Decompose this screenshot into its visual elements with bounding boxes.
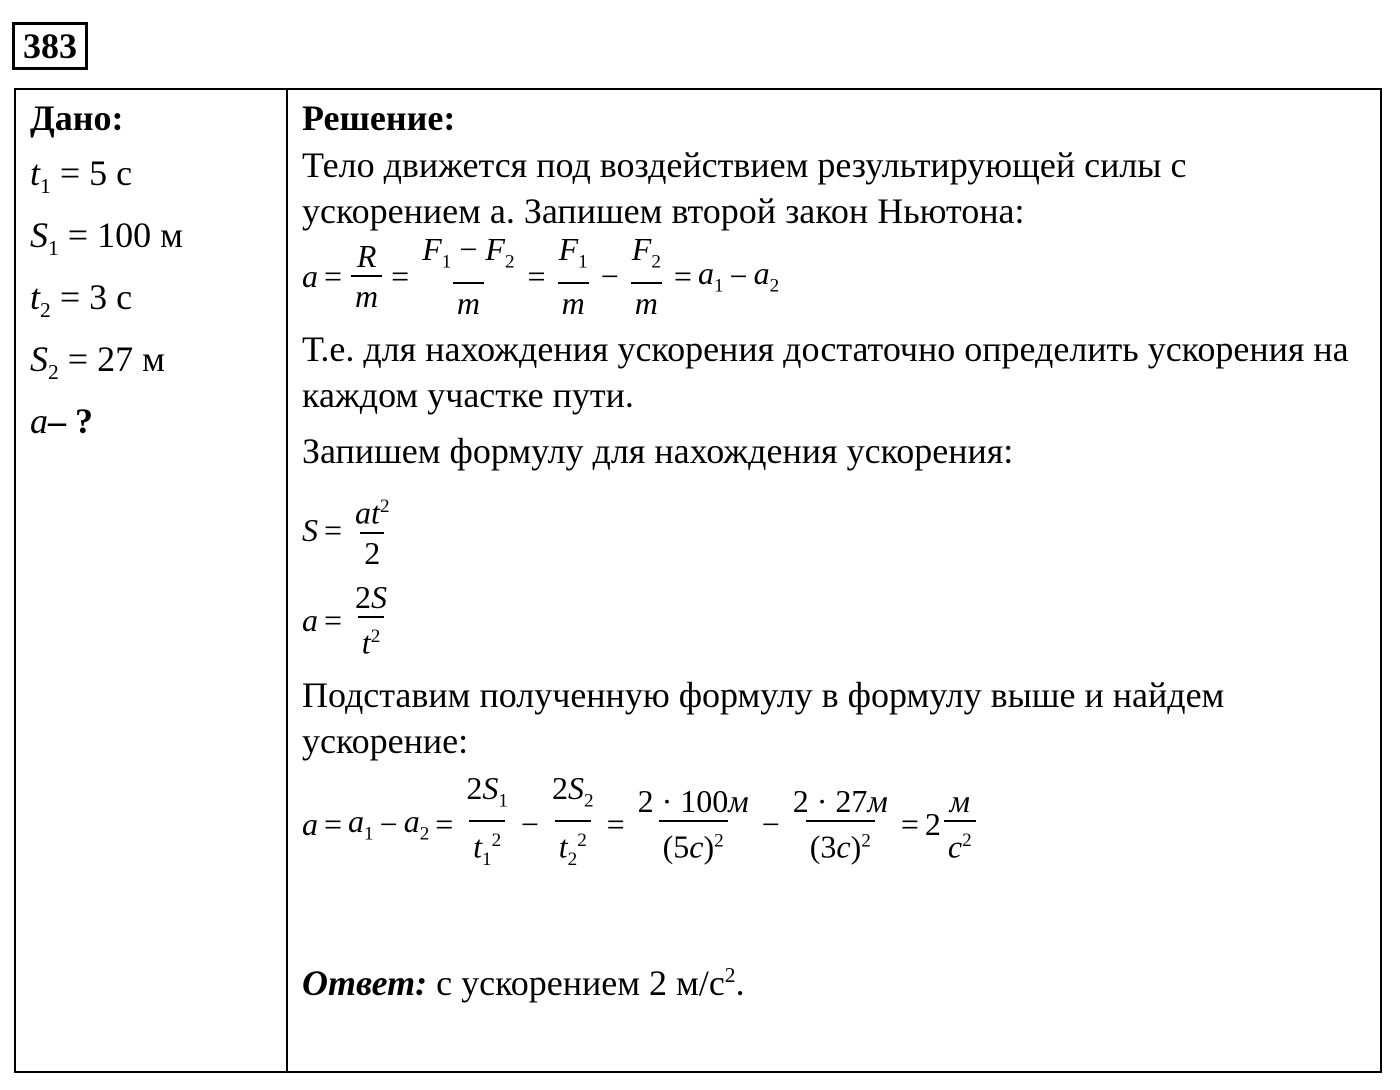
unknown-sym: a (30, 401, 48, 441)
given-t2-value: = 3 с (59, 277, 133, 317)
given-t1 (30, 142, 183, 204)
solution-header: Решение: (302, 98, 456, 138)
given-s2-sym: S (30, 339, 48, 379)
given-unknown (30, 390, 183, 452)
given-s1-sym: S (30, 215, 48, 255)
given-t2-sym: t (30, 277, 41, 317)
solution-paragraph-4: Подставим полученную формулу в формулу выше и найдем ускорение: (302, 675, 1225, 761)
given-s2-value: = 27 м (67, 339, 165, 379)
given-t2-sub: 2 (40, 298, 51, 323)
column-divider (286, 88, 288, 1073)
answer-sup: 2 (724, 963, 736, 987)
given-header: Дано: (30, 98, 124, 138)
formula-distance: S = $\frac{at^2}{2}$ (302, 494, 390, 571)
given-t1-sub: 1 (40, 174, 51, 199)
given-s1-sub: 1 (48, 236, 59, 261)
problem-number: 383 (12, 22, 88, 70)
given-s1 (30, 204, 183, 266)
given-s2-sub: 2 (48, 360, 59, 385)
given-t2 (30, 266, 183, 328)
unknown-text: – ? (48, 401, 93, 441)
given-t1-sym: t (30, 153, 41, 193)
answer (302, 962, 1372, 1004)
formula-newton: a = $\frac{R}{m}$ = $\frac{F_1 - F_2}{m}$ = $\frac{F_1}{m}$ − $\frac{F_2}{m}$ = $a_1$ − $a_2$ (302, 231, 780, 321)
solution-paragraph-2: Т.е. для нахождения ускорения достаточно определить ускорения на каждом участке пути. (302, 329, 1349, 415)
answer-label: Ответ: (302, 963, 428, 1003)
solution-column (302, 94, 1372, 1004)
answer-text: с ускорением 2 м/с (427, 963, 725, 1003)
solution-paragraph-3: Запишем формулу для нахождения ускорения: (302, 431, 1014, 471)
formula-acceleration: a = $\frac{2S}{t^2}$ (302, 579, 388, 661)
answer-end: . (735, 963, 745, 1003)
given-column (30, 94, 183, 452)
given-s2 (30, 328, 183, 390)
given-s1-value: = 100 м (67, 215, 183, 255)
solution-paragraph-1: Тело движется под воздействием результирующей силы с ускорением а. Запишем второй закон Ньютона: (302, 145, 1187, 231)
given-t1-value: = 5 с (59, 153, 133, 193)
formula-calculation: a = $a_1$ − $a_2$ = $\frac{2S_1}{t_1^2}$ − $\frac{2S_2}{t_2^2}$ = $\frac{2 \cdot 100м}{(5с)^2}$ − $\frac{2 \cdot 27м}{(3с)^2}$ = 2 $\frac{м}{с^2}$ (302, 774, 1372, 874)
